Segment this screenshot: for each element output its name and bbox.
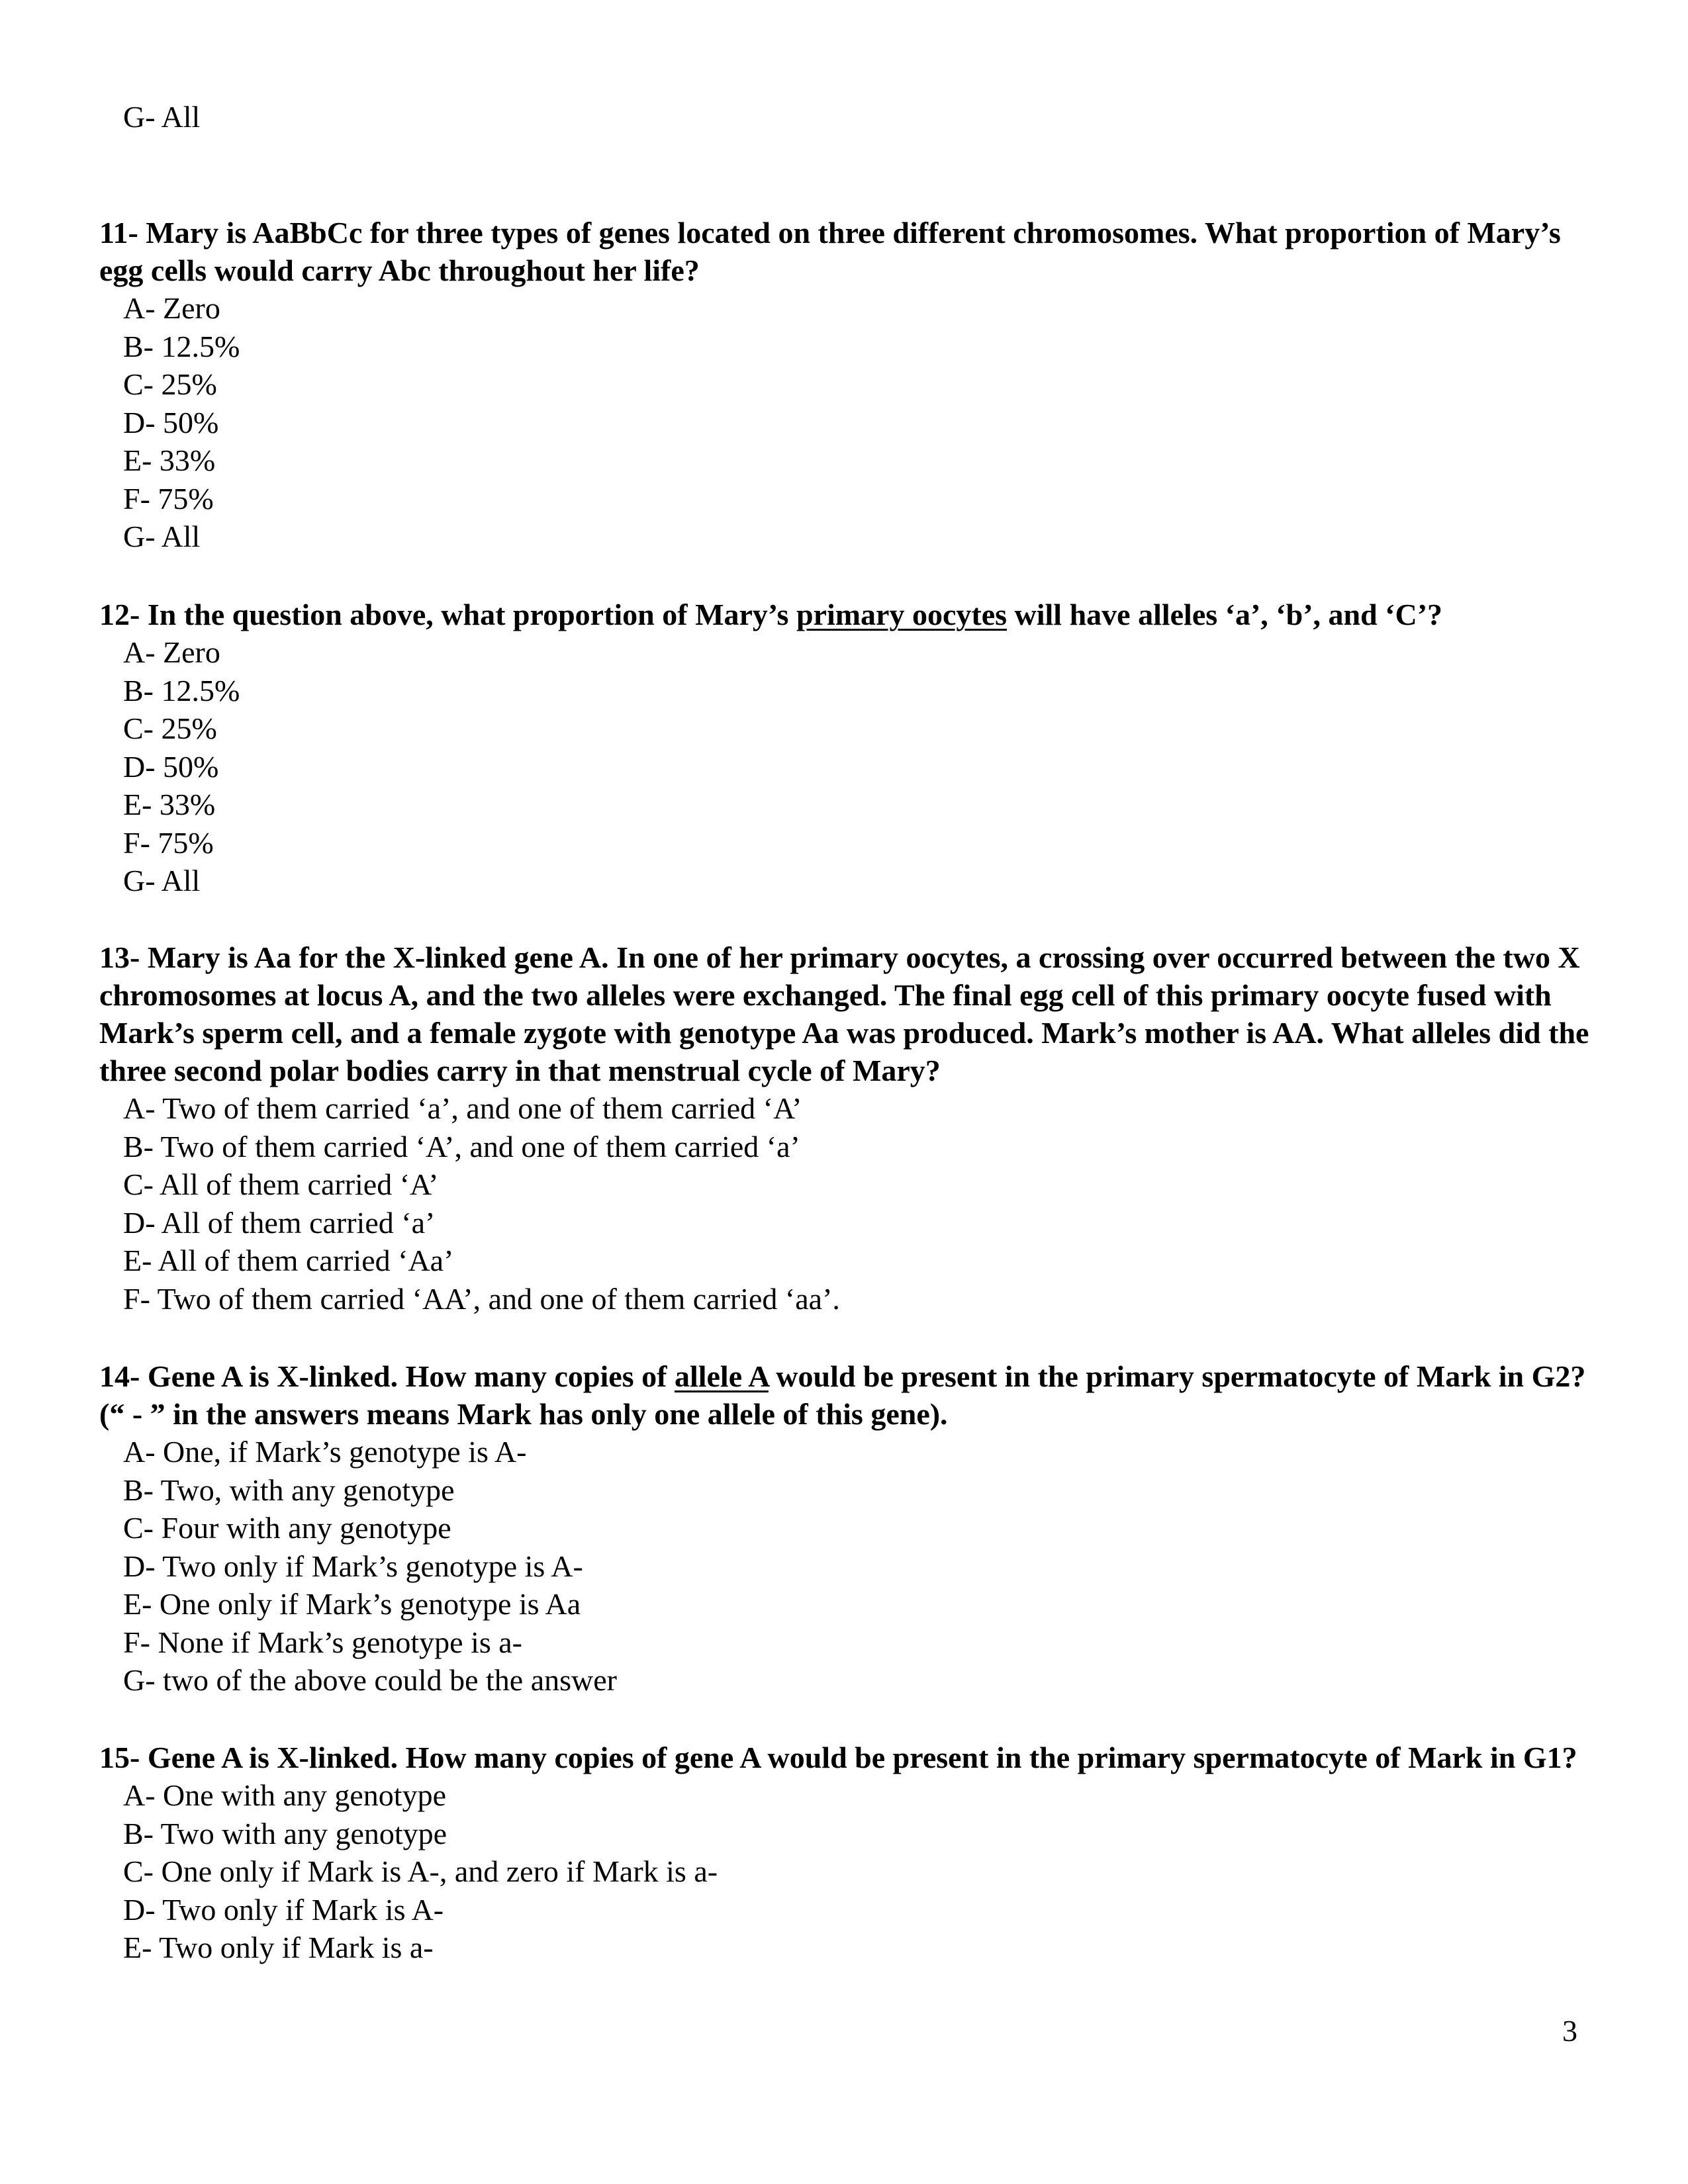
question-text-start: 13- Mary is Aa for the X-linked gene A. In one of her primary oocytes, a crossing over occurred between the two X chromosomes at locus A, and the two alleles were exchanged. The final egg cell of this primary oocyte fused with Mark’s sperm cell, and a female zygote with genotype Aa was produced. Mark’s mother is AA. What alleles did the three second polar bodies carry in that menstrual cycle of Mary? [99,940,1589,1087]
answer-option: B- Two of them carried ‘A’, and one of them carried ‘a’ [123,1129,800,1163]
question-text [99,1739,1595,1776]
answer-option: C- 25% [123,367,217,401]
answer-option: B- Two, with any genotype [123,1473,455,1507]
answer-option: G- All [123,864,201,897]
question-text [99,1357,1595,1433]
question-text [99,214,1595,289]
answer-option: B- 12.5% [123,673,240,707]
question-text [99,596,1595,633]
answer-option: D- 50% [123,749,219,784]
answer-option: F- None if Mark’s genotype is a- [123,1625,522,1659]
question-text-start: 15- Gene A is X-linked. How many copies of gene A would be present in the primary spermatocyte of Mark in G1? [99,1741,1577,1774]
answer-option: E- 33% [123,788,216,821]
answer-option: C- Four with any genotype [123,1511,451,1545]
answer-option: A- Zero [123,291,220,325]
question-11 [99,214,1595,556]
underlined-term: allele A [674,1359,769,1393]
previous-question-last-option: G- All [123,100,201,134]
answer-option: G- two of the above could be the answer [123,1663,617,1697]
answer-option: F- Two of them carried ‘AA’, and one of them carried ‘aa’. [123,1281,840,1316]
answer-option: E- All of them carried ‘Aa’ [123,1244,454,1277]
answer-options [99,633,1595,900]
answer-option: E- Two only if Mark is a- [123,1931,434,1964]
question-text-start: 12- In the question above, what proportion of Mary’s [99,598,796,631]
answer-options [99,1776,1595,1967]
answer-option: A- One, if Mark’s genotype is A- [123,1435,527,1469]
answer-option: D- All of them carried ‘a’ [123,1205,436,1240]
question-text-end: would be present in the primary spermatocyte of Mark in G2? (“ - ” in the answers means Mark has only one allele of this gene). [99,1359,1586,1431]
question-text-start: 11- Mary is AaBbCc for three types of genes located on three different chromosomes. What proportion of Mary’s egg cells would carry Abc throughout her life? [99,216,1561,287]
answer-option: G- All [123,520,201,553]
question-14 [99,1357,1595,1700]
answer-option: C- 25% [123,711,217,745]
answer-options [99,1089,1595,1318]
question-text-end: will have alleles ‘a’, ‘b’, and ‘C’? [1007,598,1443,631]
answer-option: A- Two of them carried ‘a’, and one of them carried ‘A’ [123,1091,802,1125]
answer-option: C- All of them carried ‘A’ [123,1167,439,1201]
answer-option: A- Zero [123,635,220,669]
answer-option: A- One with any genotype [123,1778,446,1812]
answer-options [99,289,1595,556]
answer-option: F- 75% [123,825,214,860]
answer-option: D- Two only if Mark’s genotype is A- [123,1549,583,1583]
question-15 [99,1739,1595,1967]
question-text [99,938,1595,1089]
question-13 [99,938,1595,1318]
question-text-start: 14- Gene A is X-linked. How many copies of [99,1359,675,1393]
answer-option: C- One only if Mark is A-, and zero if Mark is a- [123,1854,718,1888]
answer-option: B- 12.5% [123,329,240,363]
underlined-term: primary oocytes [796,598,1008,631]
answer-option: D- 50% [123,405,219,439]
answer-option: F- 75% [123,481,214,516]
answer-option: D- Two only if Mark is A- [123,1892,444,1927]
answer-options [99,1433,1595,1700]
question-12 [99,596,1595,900]
answer-option: E- One only if Mark’s genotype is Aa [123,1587,581,1621]
page-number: 3 [1562,2014,1577,2048]
answer-option: E- 33% [123,443,216,477]
answer-option: B- Two with any genotype [123,1816,447,1850]
